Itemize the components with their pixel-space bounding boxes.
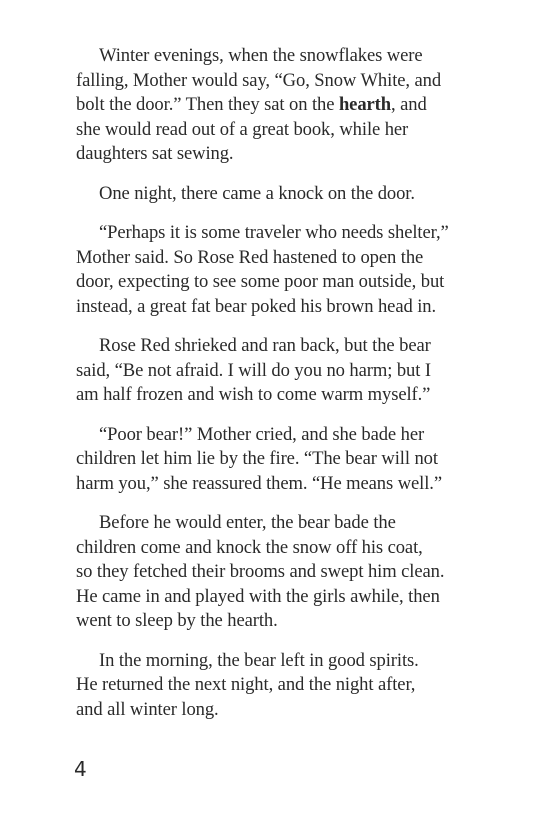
text-line: One night, there came a knock on the door. bbox=[99, 182, 415, 204]
page-number: 4 bbox=[74, 757, 87, 781]
text-line: so they fetched their brooms and swept him clean. bbox=[76, 561, 445, 582]
text-fragment: bolt the door.” Then they sat on the bbox=[76, 94, 339, 115]
text-line: children come and knock the snow off his coat, bbox=[76, 536, 423, 558]
text-line: went to sleep by the hearth. bbox=[76, 610, 278, 631]
text-line: “Perhaps it is some traveler who needs shelter,” bbox=[99, 222, 449, 243]
text-line: Before he would enter, the bear bade the bbox=[99, 512, 396, 533]
paragraph-6 bbox=[76, 511, 476, 634]
text-line: daughters sat sewing. bbox=[76, 143, 234, 164]
text-line: harm you,” she reassured them. “He means well.” bbox=[76, 472, 443, 494]
text-line: falling, Mother would say, “Go, Snow White, and bbox=[76, 69, 442, 91]
text-line: He came in and played with the girls awhile, then bbox=[76, 585, 440, 607]
text-line: Winter evenings, when the snowflakes were bbox=[99, 45, 423, 66]
text-line: am half frozen and wish to come warm myself.” bbox=[76, 384, 431, 405]
paragraph-2 bbox=[76, 182, 476, 207]
paragraph-1 bbox=[76, 44, 476, 167]
text-line: children let him lie by the fire. “The bear will not bbox=[76, 448, 438, 469]
story-text bbox=[76, 44, 476, 737]
text-line: Rose Red shrieked and ran back, but the bear bbox=[99, 335, 431, 356]
text-line: and all winter long. bbox=[76, 698, 219, 720]
text-line: she would read out of a great book, while her bbox=[76, 118, 409, 140]
text-line: door, expecting to see some poor man outside, but bbox=[76, 271, 445, 292]
text-line: “Poor bear!” Mother cried, and she bade her bbox=[99, 423, 425, 445]
paragraph-4 bbox=[76, 334, 476, 408]
text-line: He returned the next night, and the night after, bbox=[76, 674, 416, 695]
text-line: Mother said. So Rose Red hastened to open the bbox=[76, 246, 424, 268]
paragraph-5 bbox=[76, 423, 476, 497]
text-line: In the morning, the bear left in good spirits. bbox=[99, 649, 419, 671]
text-line: said, “Be not afraid. I will do you no harm; but I bbox=[76, 359, 431, 381]
text-line bbox=[76, 93, 476, 118]
text-fragment: , and bbox=[391, 94, 427, 115]
paragraph-3 bbox=[76, 221, 476, 319]
paragraph-7 bbox=[76, 649, 476, 723]
vocabulary-word: hearth bbox=[338, 94, 392, 115]
text-line: instead, a great fat bear poked his brown head in. bbox=[76, 295, 437, 317]
